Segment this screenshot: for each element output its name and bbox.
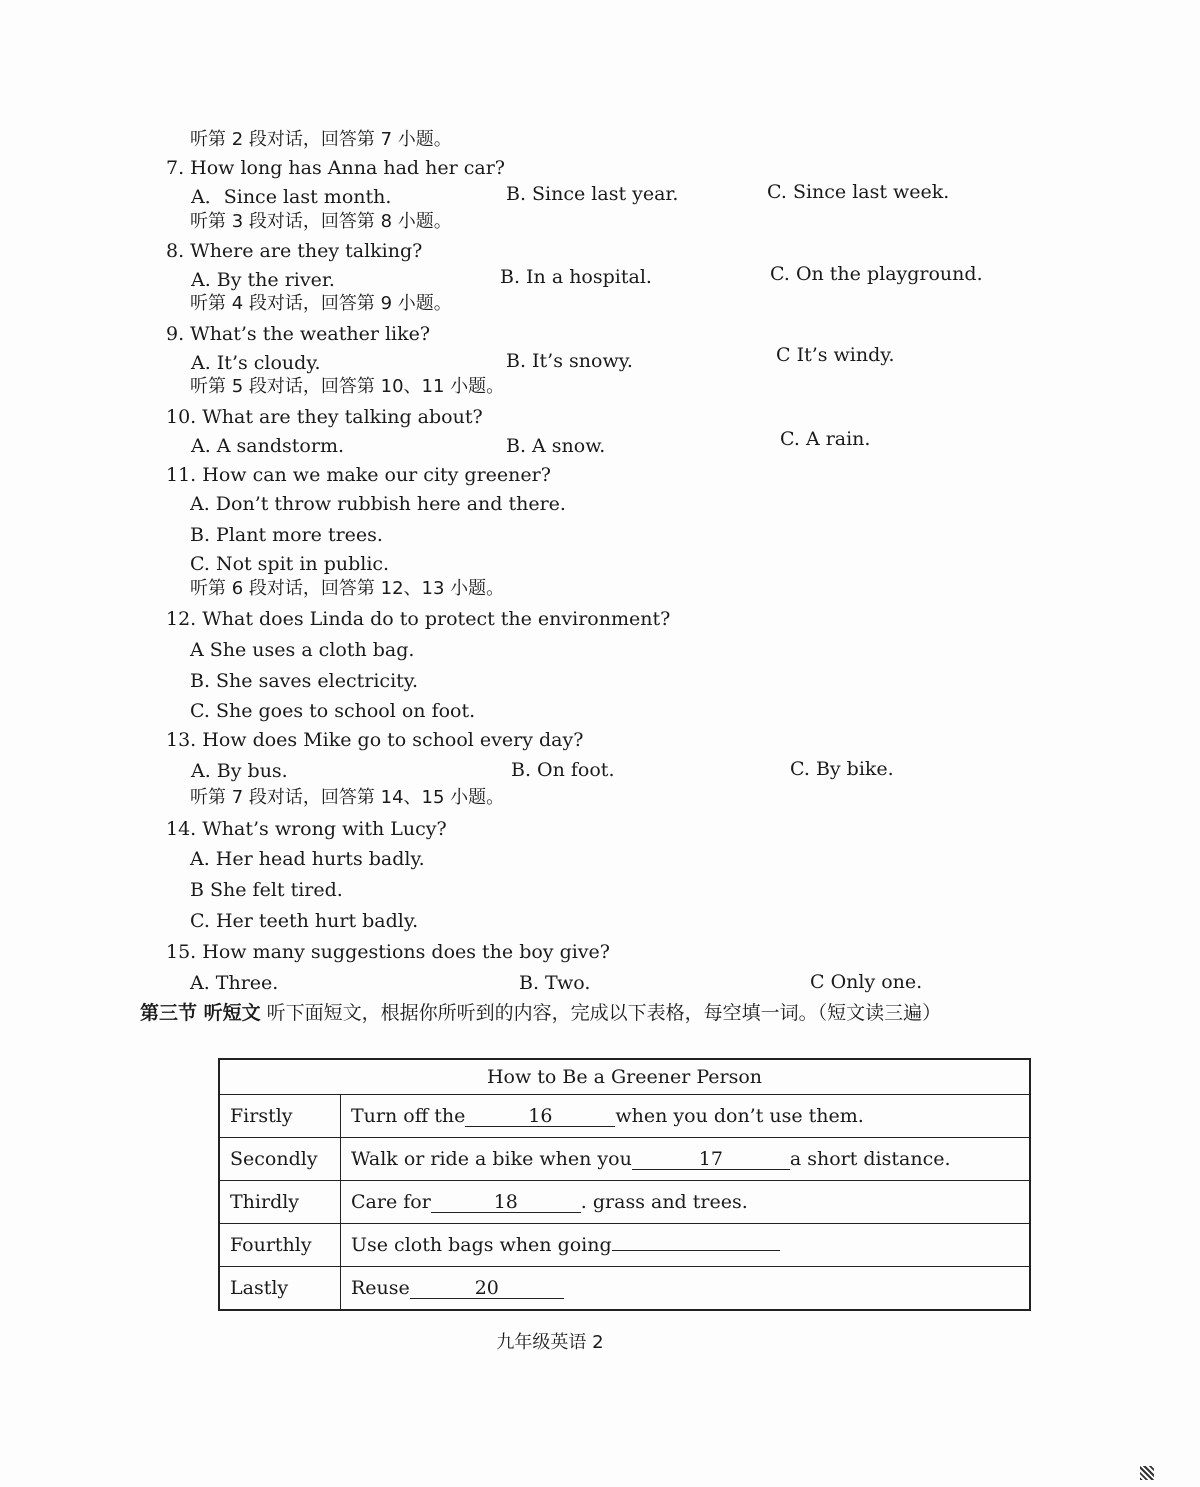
dialogue-intro-7: 听第 7 段对话，回答第 14、15 小题。 — [190, 787, 505, 808]
q11-option-b: B. Plant more trees. — [190, 524, 383, 546]
q7-option-a: A．Since last month. — [191, 186, 392, 208]
question-11: 11. How can we make our city greener? — [166, 464, 551, 486]
row-content: Reuse 20 — [341, 1267, 1031, 1311]
q14-option-b: B She felt tired. — [190, 879, 343, 901]
page-footer: 九年级英语 2 — [496, 1332, 604, 1353]
question-14: 14. What’s wrong with Lucy? — [166, 818, 447, 840]
row-content: Walk or ride a bike when you 17 a short distance. — [341, 1138, 1031, 1181]
dialogue-intro-4: 听第 4 段对话，回答第 9 小题。 — [190, 293, 452, 314]
dialogue-intro-5: 听第 5 段对话，回答第 10、11 小题。 — [190, 376, 505, 397]
q15-option-c: C Only one. — [810, 971, 923, 993]
section-3-title: 第三节 听短文 — [140, 1002, 261, 1024]
question-12: 12. What does Linda do to protect the environment? — [166, 608, 671, 630]
q8-option-b: B. In a hospital. — [500, 266, 652, 288]
question-9: 9. What’s the weather like? — [166, 323, 431, 345]
q14-option-a: A. Her head hurts badly. — [190, 848, 425, 870]
blank-18[interactable]: 18 — [431, 1192, 581, 1213]
table-row — [219, 1181, 1030, 1224]
qr-code-icon — [1140, 1466, 1154, 1480]
row-content: Care for 18 . grass and trees. — [341, 1181, 1031, 1224]
q10-option-a: A. A sandstorm. — [191, 435, 345, 457]
q9-option-c: C It’s windy. — [776, 344, 895, 366]
row-label: Lastly — [219, 1267, 341, 1311]
q12-option-b: B. She saves electricity. — [190, 670, 419, 692]
blank-20[interactable]: 20 — [410, 1278, 564, 1299]
q8-option-a: A. By the river. — [191, 269, 335, 291]
q13-option-c: C. By bike. — [790, 758, 894, 780]
q11-option-c: C. Not spit in public. — [190, 553, 390, 575]
dialogue-intro-2: 听第 2 段对话，回答第 7 小题。 — [190, 129, 452, 150]
row-label: Firstly — [219, 1095, 341, 1138]
q9-option-b: B. It’s snowy. — [506, 350, 633, 372]
row-content: Use cloth bags when going — [341, 1224, 1031, 1267]
table-row — [219, 1095, 1030, 1138]
table-title: How to Be a Greener Person — [219, 1059, 1030, 1095]
question-15: 15. How many suggestions does the boy give? — [166, 941, 610, 963]
table-row — [219, 1138, 1030, 1181]
dialogue-intro-6: 听第 6 段对话，回答第 12、13 小题。 — [190, 578, 505, 599]
dialogue-intro-3: 听第 3 段对话，回答第 8 小题。 — [190, 211, 452, 232]
q8-option-c: C. On the playground. — [770, 263, 983, 285]
row-label: Thirdly — [219, 1181, 341, 1224]
row-content: Turn off the 16 when you don’t use them. — [341, 1095, 1031, 1138]
q14-option-c: C. Her teeth hurt badly. — [190, 910, 419, 932]
blank-17[interactable]: 17 — [632, 1149, 790, 1170]
question-10: 10. What are they talking about? — [166, 406, 483, 428]
question-8: 8. Where are they talking? — [166, 240, 423, 262]
q7-option-b: B. Since last year. — [506, 183, 679, 205]
section-3-heading — [140, 1000, 941, 1026]
q11-option-a: A. Don’t throw rubbish here and there. — [190, 493, 566, 515]
greener-person-table — [218, 1058, 1031, 1311]
question-7: 7. How long has Anna had her car? — [166, 157, 505, 179]
q10-option-b: B. A snow. — [506, 435, 606, 457]
blank-19[interactable] — [612, 1250, 780, 1251]
q10-option-c: C. A rain. — [780, 428, 871, 450]
q12-option-c: C. She goes to school on foot. — [190, 700, 476, 722]
q15-option-a: A. Three. — [190, 972, 279, 994]
q15-option-b: B. Two. — [519, 972, 591, 994]
q9-option-a: A. It’s cloudy. — [191, 352, 321, 374]
table-row — [219, 1267, 1030, 1311]
section-3-instruction: 听下面短文，根据你所听到的内容，完成以下表格，每空填一词。（短文读三遍） — [260, 1002, 942, 1024]
row-label: Secondly — [219, 1138, 341, 1181]
row-label: Fourthly — [219, 1224, 341, 1267]
blank-16[interactable]: 16 — [465, 1106, 615, 1127]
q12-option-a: A She uses a cloth bag. — [190, 639, 415, 661]
question-13: 13. How does Mike go to school every day? — [166, 729, 584, 751]
q7-option-c: C. Since last week. — [767, 181, 950, 203]
q13-option-a: A. By bus. — [191, 760, 288, 782]
table-row — [219, 1224, 1030, 1267]
q13-option-b: B. On foot. — [511, 759, 615, 781]
